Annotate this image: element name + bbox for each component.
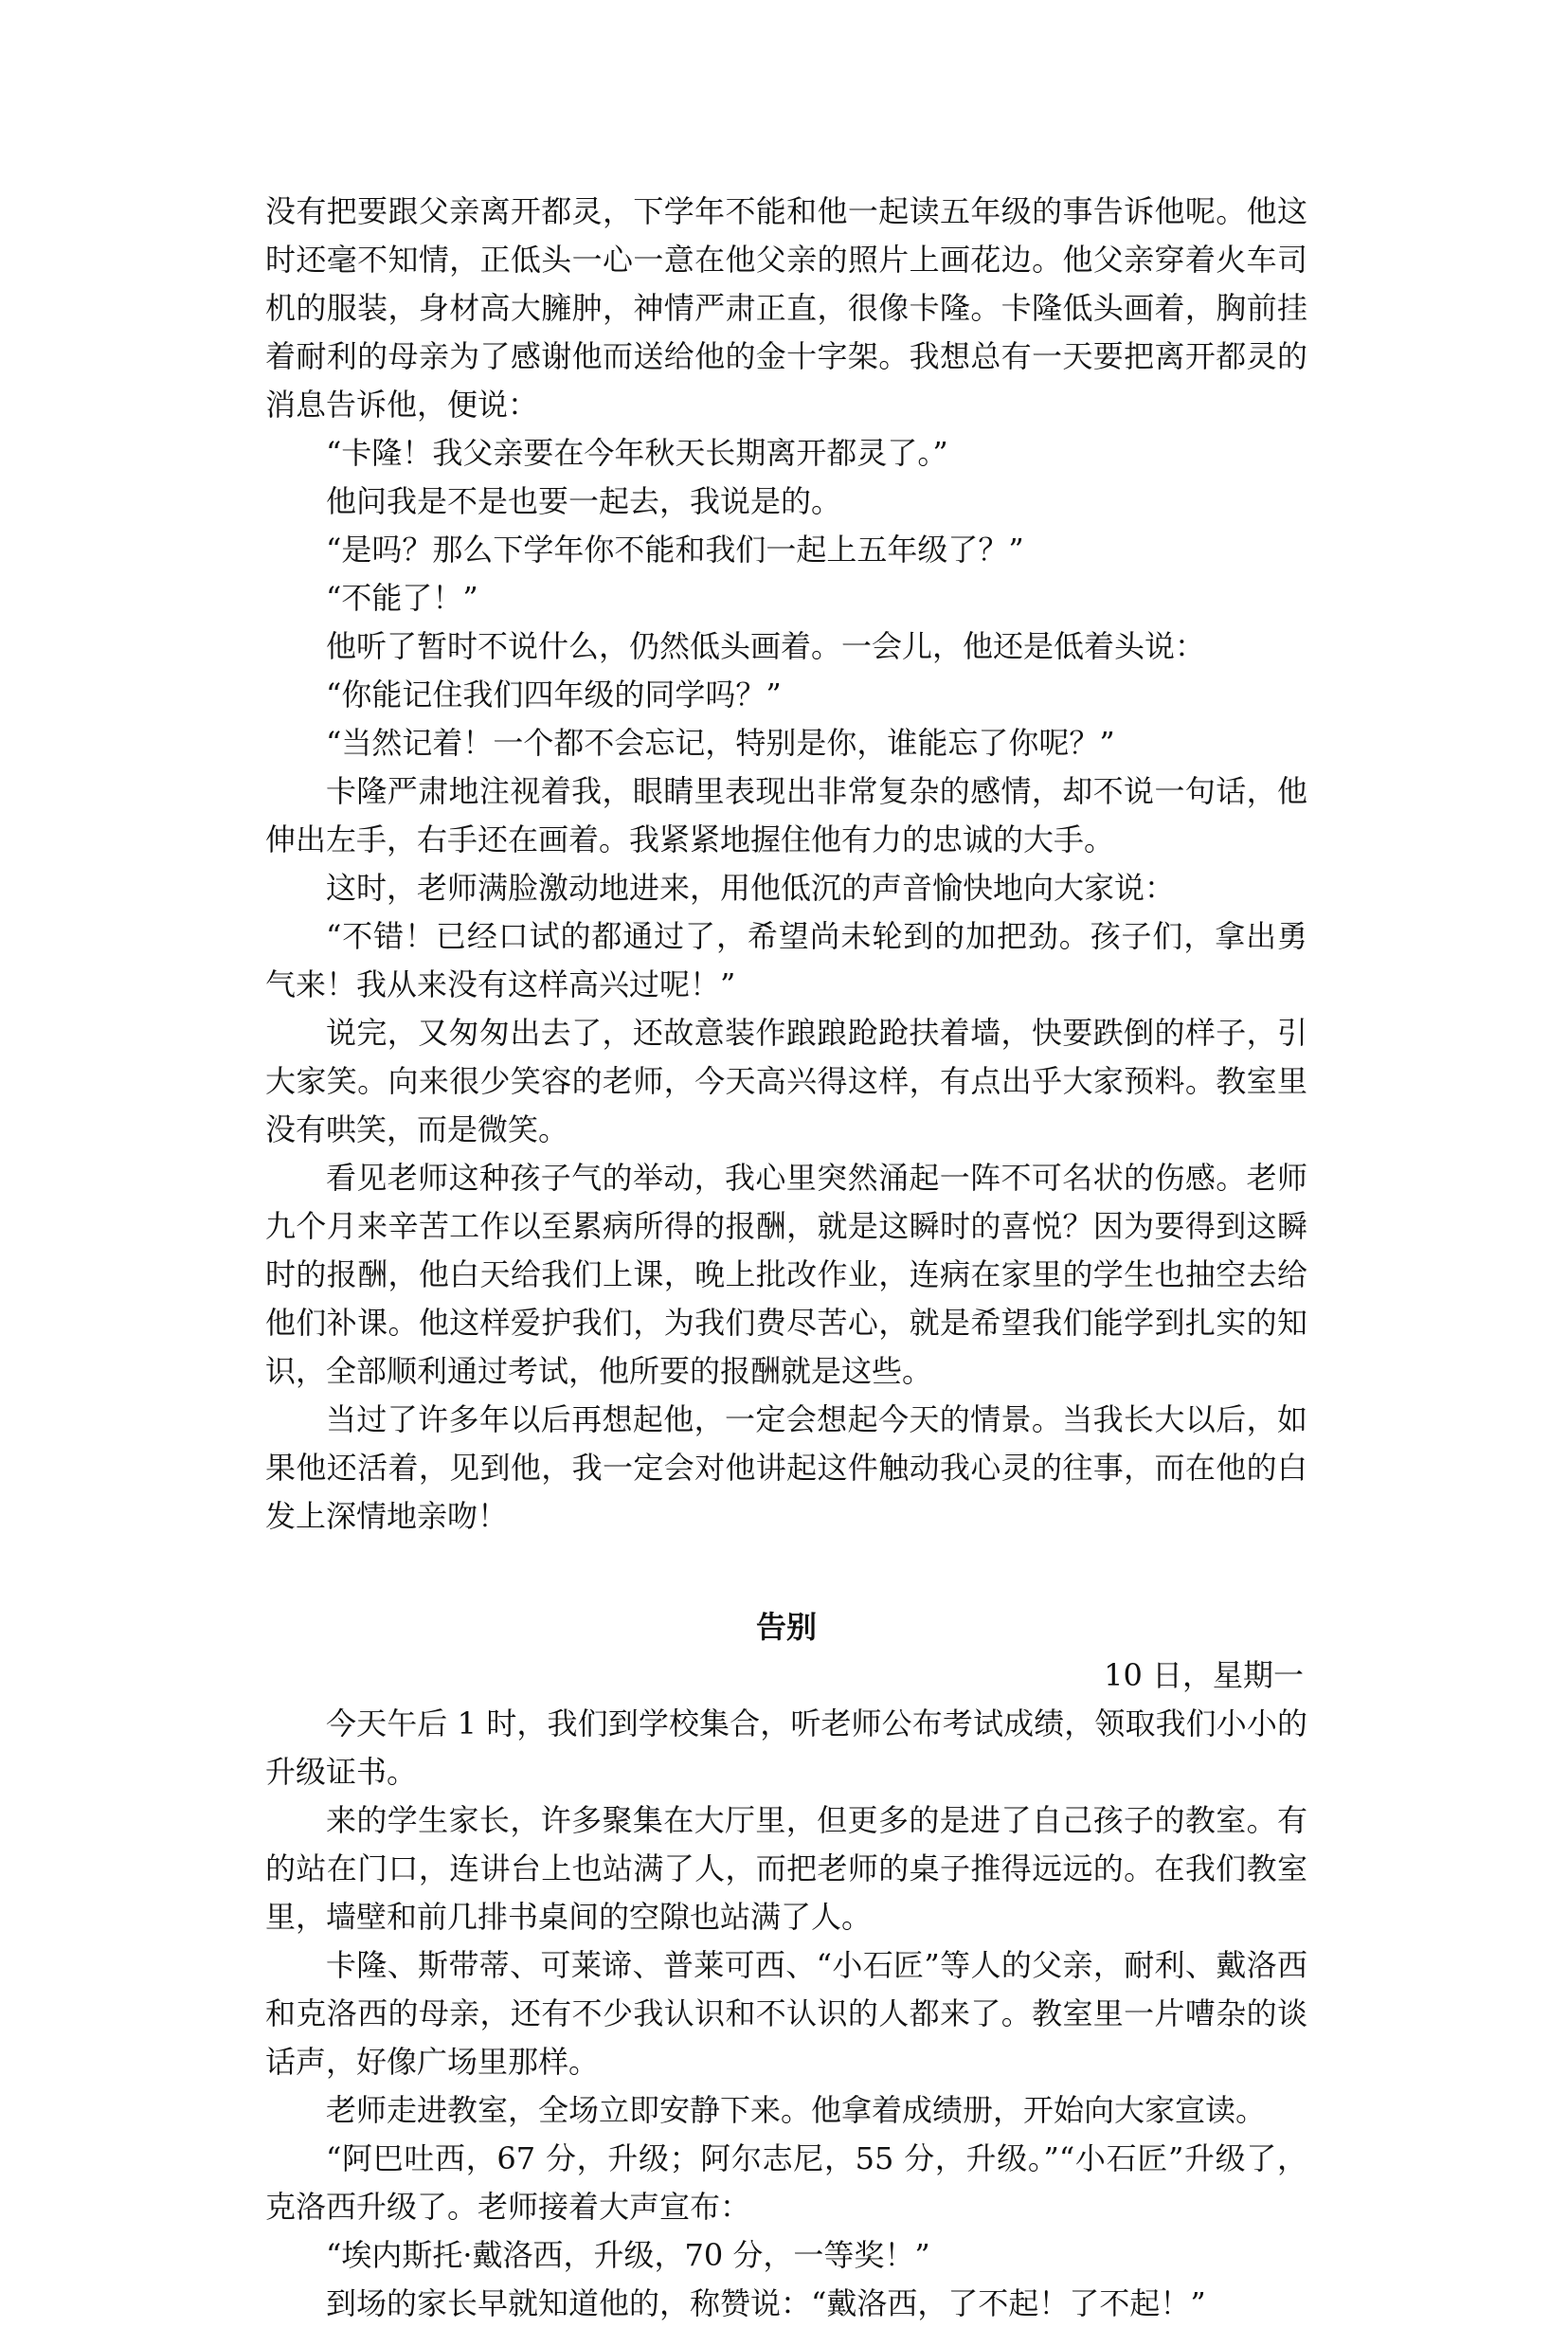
paragraph: 看见老师这种孩子气的举动，我心里突然涌起一阵不可名状的伤感。老师九个月来辛苦工作以至累病所得的报酬，就是这瞬时的喜悦？因为要得到这瞬时的报酬，他白天给我们上课，晚上批改作业，连病在家里的学生也抽空去给他们补课。他这样爱护我们，为我们费尽苦心，就是希望我们能学到扎实的知识，全部顺利通过考试，他所要的报酬就是这些。 bbox=[265, 1160, 1307, 1389]
paragraph: 卡隆、斯带蒂、可莱谛、普莱可西、“小石匠”等人的父亲，耐利、戴洛西和克洛西的母亲，还有不少我认识和不认识的人都来了。教室里一片嘈杂的谈话声，好像广场里那样。 bbox=[265, 1947, 1307, 2080]
paragraph: 这时，老师满脸激动地进来，用他低沉的声音愉快地向大家说： bbox=[326, 870, 1176, 906]
paragraph: 卡隆严肃地注视着我，眼睛里表现出非常复杂的感情，却不说一句话，他伸出左手，右手还在画着。我紧紧地握住他有力的忠诚的大手。 bbox=[265, 773, 1307, 857]
paragraph: “你能记住我们四年级的同学吗？” bbox=[326, 677, 782, 713]
paragraph: 说完，又匆匆出去了，还故意装作踉踉跄跄扶着墙，快要跌倒的样子，引大家笑。向来很少笑容的老师，今天高兴得这样，有点出乎大家预料。教室里没有哄笑，而是微笑。 bbox=[265, 1015, 1307, 1147]
paragraph: “埃内斯托·戴洛西，升级，70 分，一等奖！” bbox=[326, 2237, 930, 2273]
paragraph: “是吗？那么下学年你不能和我们一起上五年级了？” bbox=[326, 532, 1024, 568]
paragraph: 老师走进教室，全场立即安静下来。他拿着成绩册，开始向大家宣读。 bbox=[326, 2092, 1267, 2128]
paragraph: 当过了许多年以后再想起他，一定会想起今天的情景。当我长大以后，如果他还活着，见到他，我一定会对他讲起这件触动我心灵的往事，而在他的白发上深情地亲吻！ bbox=[265, 1401, 1307, 1534]
paragraph: 到场的家长早就知道他的，称赞说：“戴洛西，了不起！了不起！” bbox=[326, 2285, 1206, 2321]
section-title: 告别 bbox=[755, 1609, 817, 1645]
section-date: 10 日，星期一 bbox=[1104, 1657, 1304, 1693]
paragraph: 他听了暂时不说什么，仍然低头画着。一会儿，他还是低着头说： bbox=[326, 628, 1206, 664]
paragraph: “当然记着！一个都不会忘记，特别是你，谁能忘了你呢？” bbox=[326, 725, 1115, 761]
paragraph: 他问我是不是也要一起去，我说是的。 bbox=[326, 483, 842, 519]
paragraph: 没有把要跟父亲离开都灵，下学年不能和他一起读五年级的事告诉他呢。他这时还毫不知情，正低头一心一意在他父亲的照片上画花边。他父亲穿着火车司机的服装，身材高大臃肿，神情严肃正直，很像卡隆。卡隆低头画着，胸前挂着耐利的母亲为了感谢他而送给他的金十字架。我想总有一天要把离开都灵的消息告诉他，便说： bbox=[265, 193, 1307, 423]
paragraph: 来的学生家长，许多聚集在大厅里，但更多的是进了自己孩子的教室。有的站在门口，连讲台上也站满了人，而把老师的桌子推得远远的。在我们教室里，墙壁和前几排书桌间的空隙也站满了人。 bbox=[265, 1802, 1307, 1935]
paragraph: 今天午后 1 时，我们到学校集合，听老师公布考试成绩，领取我们小小的升级证书。 bbox=[265, 1705, 1307, 1790]
paragraph: “不错！已经口试的都通过了，希望尚未轮到的加把劲。孩子们，拿出勇气来！我从来没有这样高兴过呢！” bbox=[265, 918, 1307, 1002]
paragraph: “卡隆！我父亲要在今年秋天长期离开都灵了。” bbox=[326, 435, 948, 471]
document-page bbox=[265, 188, 1307, 2328]
paragraph: “不能了！” bbox=[326, 580, 478, 616]
paragraph: “阿巴吐西，67 分，升级；阿尔志尼，55 分，升级。”“小石匠”升级了，克洛西升级了。老师接着大声宣布： bbox=[265, 2140, 1307, 2225]
